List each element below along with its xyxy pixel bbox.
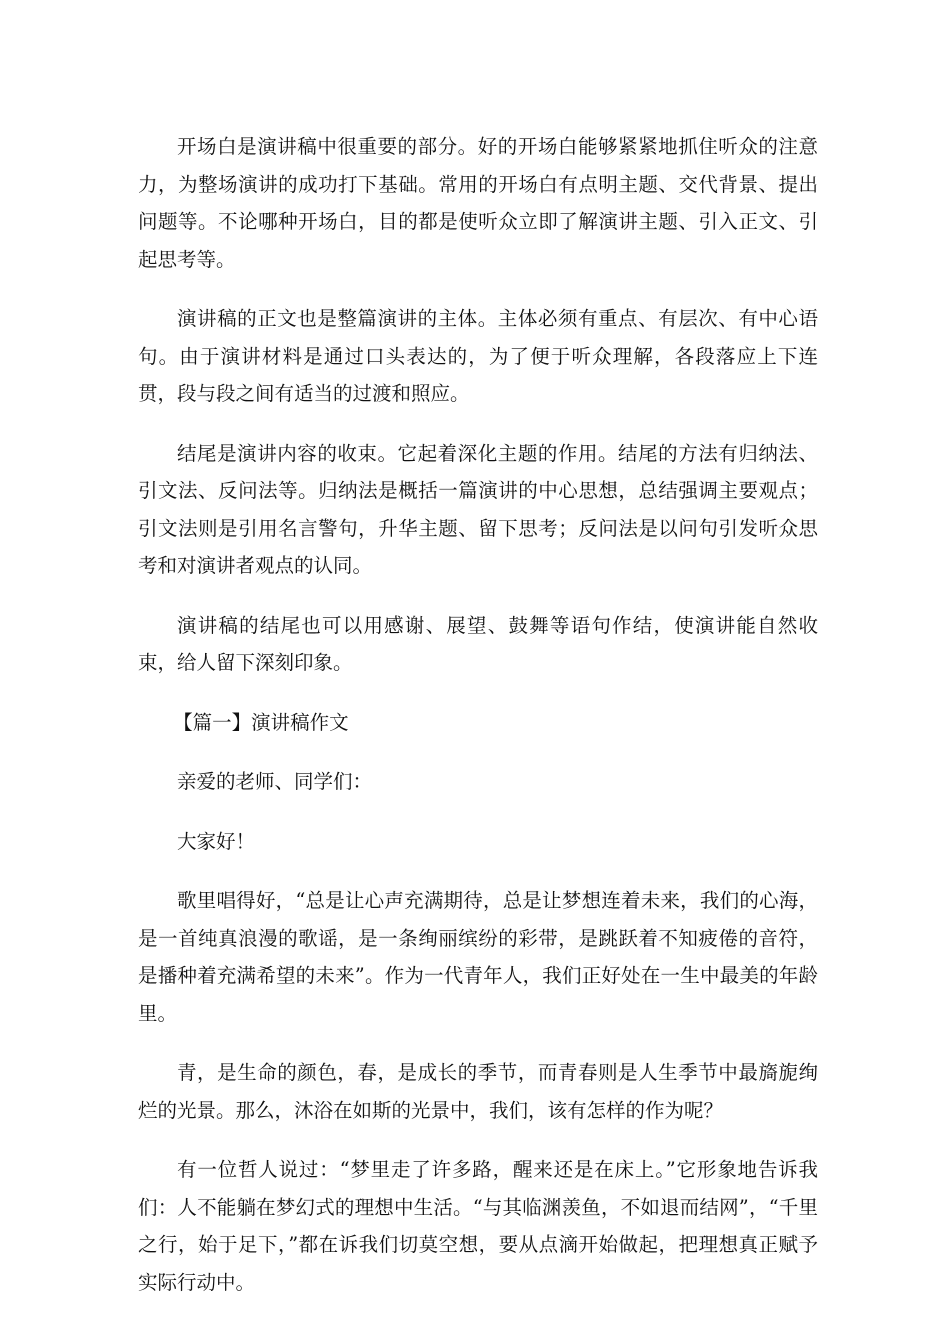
salutation: 亲爱的老师、同学们： xyxy=(177,770,373,793)
paragraph-youth: 青，是生命的颜色，春，是成长的季节，而青春则是人生季节中最旖旎绚烂的光景。那么，沐浴在如斯的光景中，我们，该有怎样的作为呢？ xyxy=(138,1061,818,1122)
section-heading: 【篇一】演讲稿作文 xyxy=(173,710,349,734)
paragraph-opening-remarks: 开场白是演讲稿中很重要的部分。好的开场白能够紧紧地抓住听众的注意力，为整场演讲的成功打下基础。常用的开场白有点明主题、交代背景、提出问题等。不论哪种开场白，目的都是使听众立即了解演讲主题、引入正文、引起思考等。 xyxy=(138,135,818,271)
greeting: 大家好！ xyxy=(177,829,256,853)
paragraph-conclusion-tips: 演讲稿的结尾也可以用感谢、展望、鼓舞等语句作结，使演讲能自然收束，给人留下深刻印象。 xyxy=(138,613,818,674)
paragraph-song-quote: 歌里唱得好，“总是让心声充满期待，总是让梦想连着未来，我们的心海，是一首纯真浪漫的歌谣，是一条绚丽缤纷的彩带，是跳跃着不知疲倦的音符，是播种着充满希望的未来”。作为一代青年人，我们正好处在一生中最美的年龄里。 xyxy=(138,889,818,1025)
paragraph-main-body: 演讲稿的正文也是整篇演讲的主体。主体必须有重点、有层次、有中心语句。由于演讲材料是通过口头表达的，为了便于听众理解，各段落应上下连贯，段与段之间有适当的过渡和照应。 xyxy=(138,307,818,405)
paragraph-philosopher: 有一位哲人说过：“梦里走了许多路，醒来还是在床上。”它形象地告诉我们：人不能躺在梦幻式的理想中生活。“与其临渊羡鱼，不如退而结网”，“千里之行，始于足下，”都在诉我们切莫空想，要从点滴开始做起，把理想真正赋予实际行动中。 xyxy=(138,1158,818,1294)
paragraph-conclusion-methods: 结尾是演讲内容的收束。它起着深化主题的作用。结尾的方法有归纳法、引文法、反问法等。归纳法是概括一篇演讲的中心思想，总结强调主要观点；引文法则是引用名言警句，升华主题、留下思考；反问法是以问句引发听众思考和对演讲者观点的认同。 xyxy=(138,441,818,577)
document-body xyxy=(138,128,818,1323)
